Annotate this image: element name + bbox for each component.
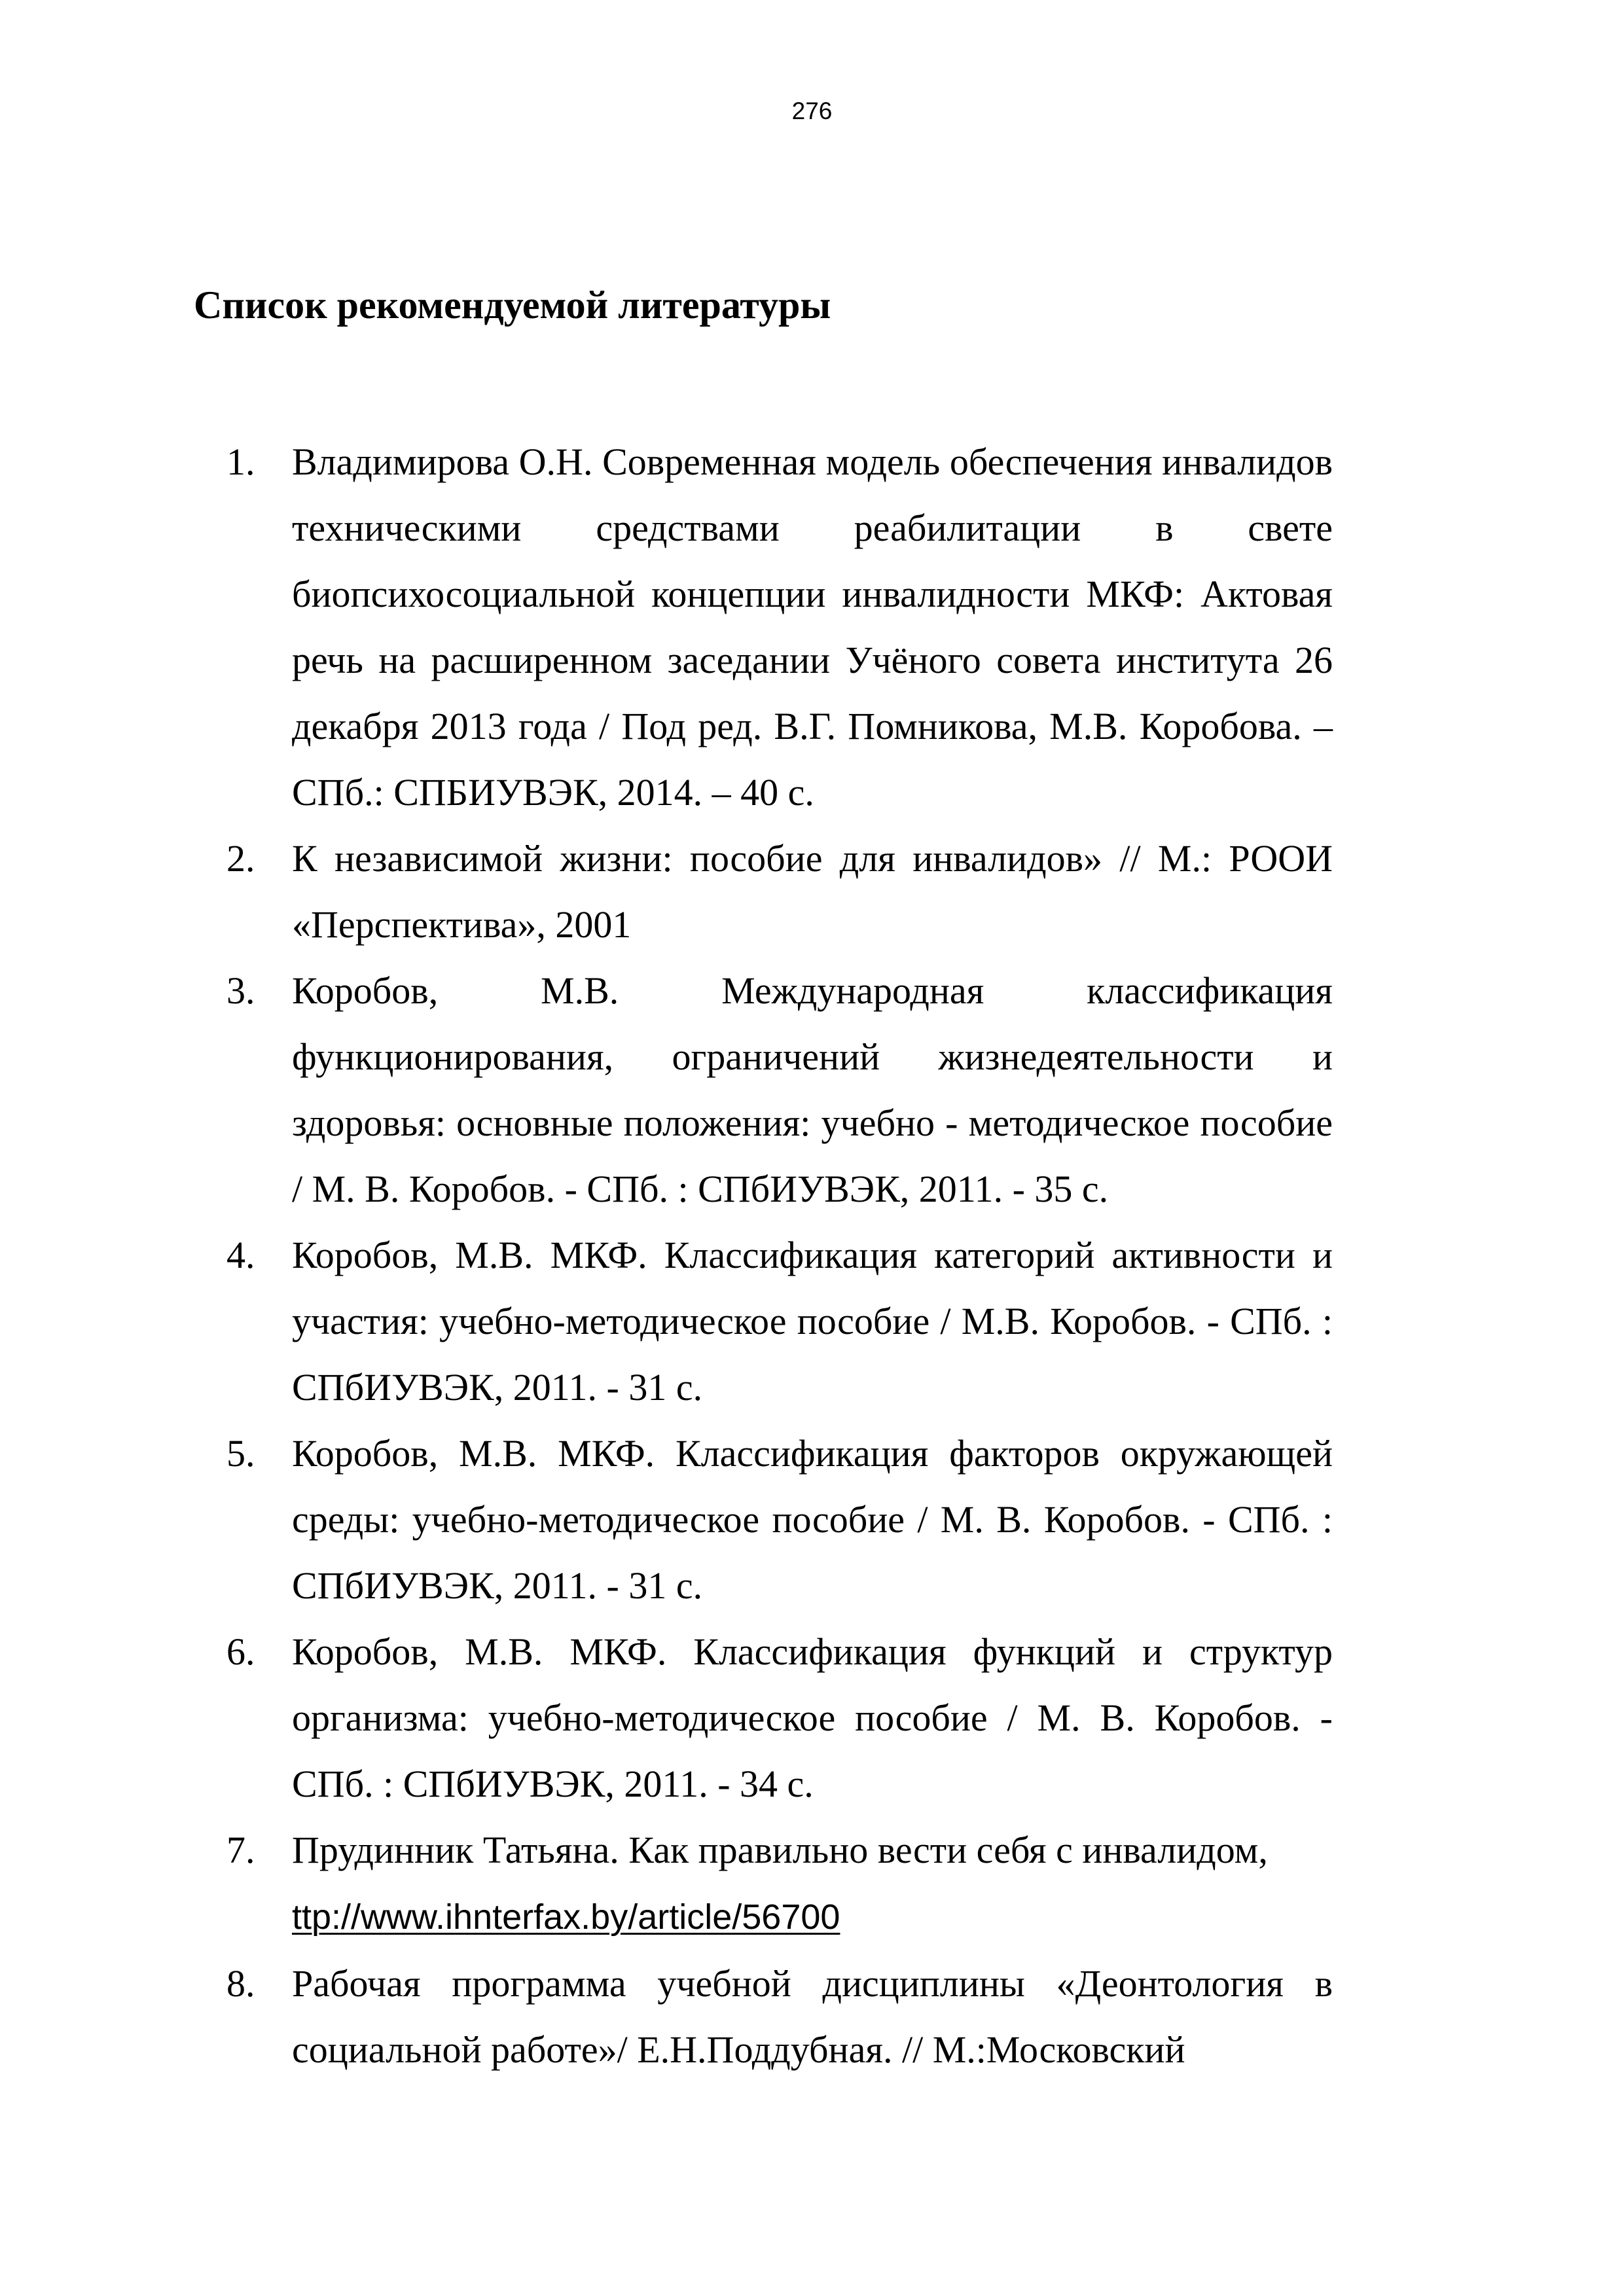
reference-item-8 xyxy=(226,1950,1333,2083)
reference-number: 6. xyxy=(226,1630,255,1673)
reference-item-5 xyxy=(226,1420,1333,1619)
reference-item-2 xyxy=(226,825,1333,958)
reference-number: 5. xyxy=(226,1432,255,1475)
reference-text: Коробов, М.В. МКФ. Классификация функций и структур организма: учебно-методическое пособие / М. В. Коробов. - СПб. : СПбИУВЭК, 2011. - 34 с. xyxy=(292,1630,1333,1805)
reference-text: Владимирова О.Н. Современная модель обеспечения инвалидов техническими средствами реабилитации в свете биопсихосоциальной концепции инвалидности МКФ: Актовая речь на расширенном заседании Учёного совета института 26 декабря 2013 года / Под ред. В.Г. Помникова, М.В. Коробова. – СПб.: СПБИУВЭК, 2014. – 40 с. xyxy=(292,440,1333,814)
reference-text: Коробов, М.В. Международная классификация функционирования, ограничений жизнедеятельности и здоровья: основные положения: учебно - методическое пособие / М. В. Коробов. - СПб. : СПбИУВЭК, 2011. - 35 с. xyxy=(292,969,1333,1210)
reference-number: 7. xyxy=(226,1829,255,1871)
reference-item-1 xyxy=(226,429,1333,825)
reference-text: Рабочая программа учебной дисциплины «Деонтология в социальной работе»/ Е.Н.Поддубная. // М.:Московский xyxy=(292,1962,1333,2071)
reference-number: 3. xyxy=(226,969,255,1012)
page-title: Список рекомендуемой литературы xyxy=(194,283,831,327)
reference-text: Коробов, М.В. МКФ. Классификация категорий активности и участия: учебно-методическое пособие / М.В. Коробов. - СПб. : СПбИУВЭК, 2011. - 31 с. xyxy=(292,1234,1333,1408)
page-number: 276 xyxy=(791,98,833,124)
reference-link[interactable]: ttp://www.ihnterfax.by/article/56700 xyxy=(292,1897,840,1937)
reference-text: Прудинник Татьяна. Как правильно вести себя с инвалидом, xyxy=(292,1829,1268,1871)
reference-number: 8. xyxy=(226,1962,255,2005)
reference-number: 1. xyxy=(226,440,255,483)
reference-item-7 xyxy=(226,1817,1333,1950)
reference-item-4 xyxy=(226,1222,1333,1420)
reference-text: К независимой жизни: пособие для инвалидов» // М.: РООИ «Перспектива», 2001 xyxy=(292,837,1333,946)
reference-item-3 xyxy=(226,958,1333,1222)
reference-number: 2. xyxy=(226,837,255,880)
reference-number: 4. xyxy=(226,1234,255,1276)
reference-text: Коробов, М.В. МКФ. Классификация факторов окружающей среды: учебно-методическое пособие / М. В. Коробов. - СПб. : СПбИУВЭК, 2011. - 31 с. xyxy=(292,1432,1333,1607)
reference-item-6 xyxy=(226,1619,1333,1817)
reference-list xyxy=(226,429,1333,2083)
